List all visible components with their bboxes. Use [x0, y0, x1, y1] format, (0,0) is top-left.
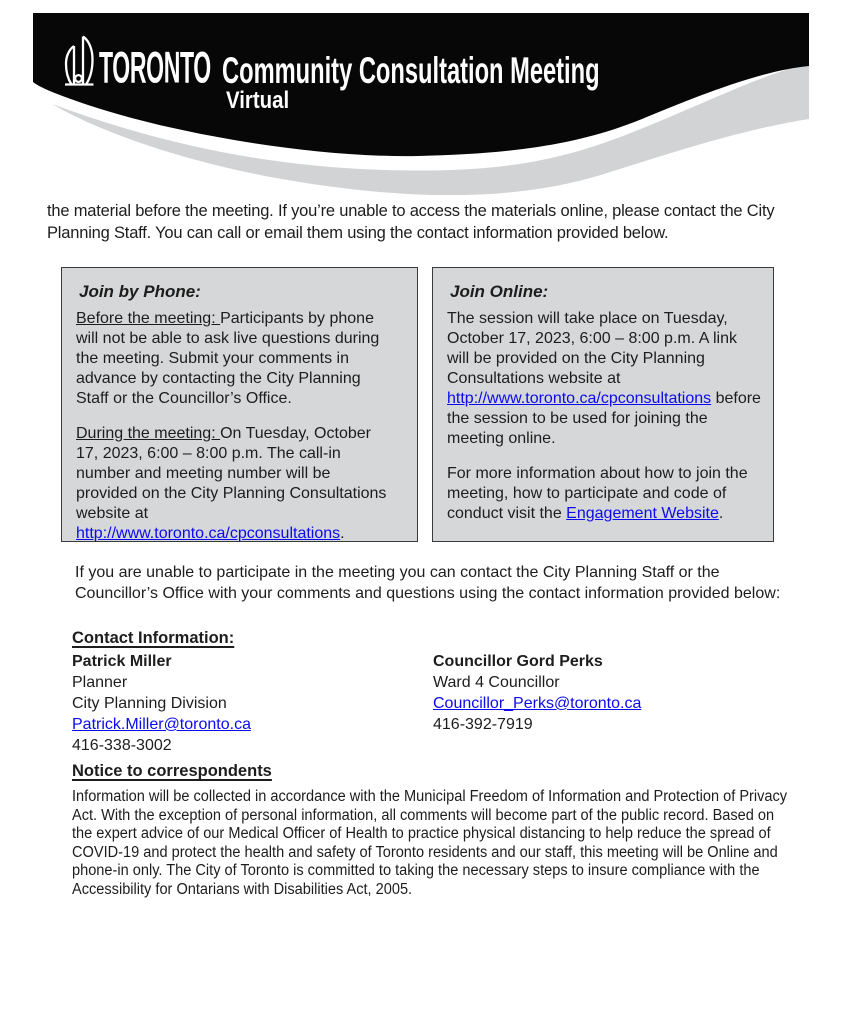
more-info-text: For more information about how to join the meeting, how to participate and code of conduct visit the: [447, 465, 748, 522]
planner-name: Patrick Miller: [72, 653, 172, 670]
engagement-website-link[interactable]: Engagement Website: [566, 505, 719, 522]
notice-heading: Notice to correspondents: [72, 762, 272, 780]
planner-phone: 416-338-3002: [72, 737, 172, 754]
phone-during-paragraph: [76, 424, 395, 544]
councillor-title: Ward 4 Councillor: [433, 674, 560, 691]
online-session-paragraph: [447, 309, 761, 449]
during-meeting-label: During the meeting:: [76, 425, 221, 442]
councillor-contact-block: [433, 651, 641, 735]
session-text: The session will take place on Tuesday, October 17, 2023, 6:00 – 8:00 p.m. A link will be provided on the City Planning Consultations website at: [447, 310, 737, 387]
online-box-heading: Join Online:: [450, 282, 549, 301]
before-meeting-label: Before the meeting:: [76, 310, 221, 327]
councillor-name: Councillor Gord Perks: [433, 653, 603, 670]
phone-box-heading: Join by Phone:: [79, 282, 201, 301]
header-banner: [0, 0, 856, 200]
join-online-box: [432, 267, 774, 542]
before-meeting-text: Participants by phone will not be able to ask live questions during the meeting. Submit your comments in advance by contacting the City Planning Staff or the Councillor’s Office.: [76, 310, 380, 407]
session-suffix: before the session to be used for joining the meeting online.: [447, 390, 761, 447]
more-info-suffix: .: [718, 505, 724, 522]
notice-paragraph: Information will be collected in accordance with the Municipal Freedom of Information and Protection of Privacy Act. With the exception of personal information, all comments will become part of the public record. Based on the expert advice of our Medical Officer of Health to practice physical distancing to help reduce the spread of COVID-19 and protect the health and safety of Toronto residents and our staff, this meeting will be Online and phone-in only. The City of Toronto is committed to taking the necessary steps to insure compliance with the Accessibility for Ontarians with Disabilities Act, 2005.: [72, 788, 788, 898]
planner-division: City Planning Division: [72, 695, 227, 712]
contact-information-heading: Contact Information:: [72, 629, 235, 647]
cpconsultations-link-phone[interactable]: http://www.toronto.ca/cpconsultations: [76, 525, 341, 542]
during-meeting-text: On Tuesday, October 17, 2023, 6:00 – 8:00 p.m. The call-in number and meeting number will be provided on the City Planning Consultations website at: [76, 425, 387, 522]
planner-title: Planner: [72, 674, 128, 691]
join-by-phone-box: [61, 267, 418, 542]
councillor-phone: 416-392-7919: [433, 716, 533, 733]
intro-paragraph: the material before the meeting. If you’re unable to access the materials online, please contact the City Planning Staff. You can call or email them using the contact information provided below.: [47, 202, 775, 242]
banner-subtitle: Virtual: [226, 87, 290, 114]
online-more-info-paragraph: [447, 464, 761, 524]
phone-before-paragraph: [76, 309, 395, 409]
cpconsultations-link-online[interactable]: http://www.toronto.ca/cpconsultations: [447, 390, 712, 407]
during-meeting-suffix: .: [340, 525, 345, 542]
participate-paragraph: If you are unable to participate in the meeting you can contact the City Planning Staff or the Councillor’s Office with your comments and questions using the contact information provided below:: [75, 564, 781, 602]
planner-email-link[interactable]: Patrick.Miller@toronto.ca: [72, 716, 251, 733]
toronto-wordmark: TORONTO: [99, 42, 211, 92]
planner-contact-block: [72, 651, 251, 756]
banner-swoosh-graphic: [0, 0, 856, 200]
toronto-city-hall-logo-icon: [62, 31, 98, 87]
councillor-email-link[interactable]: Councillor_Perks@toronto.ca: [433, 695, 642, 712]
banner-title: Community Consultation Meeting: [222, 50, 600, 91]
